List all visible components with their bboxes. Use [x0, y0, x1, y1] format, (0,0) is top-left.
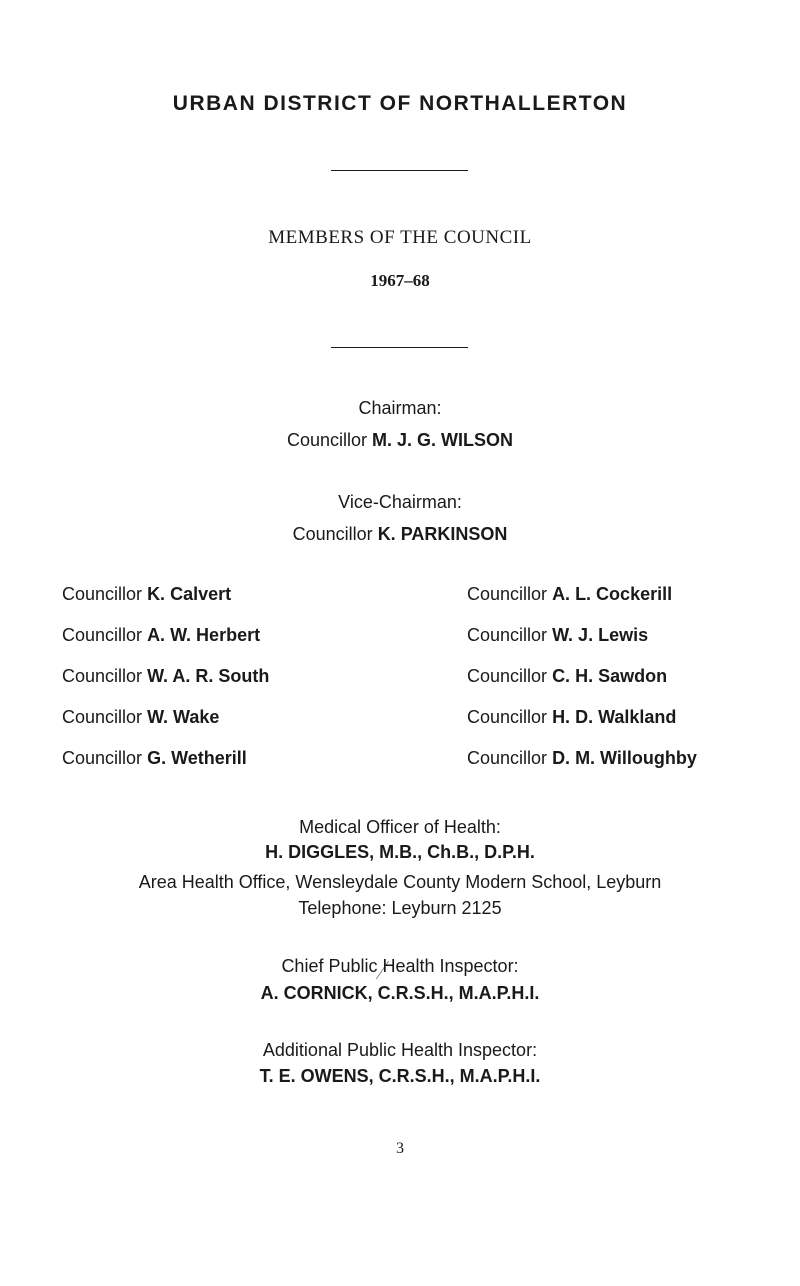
council-years: 1967–68 — [370, 271, 430, 290]
chairman-name-text: M. J. G. WILSON — [372, 430, 514, 450]
list-item: Councillor A. W. Herbert — [62, 625, 261, 645]
document-title: URBAN DISTRICT OF NORTHALLERTON — [172, 92, 628, 115]
list-item: Councillor G. Wetherill — [62, 748, 247, 768]
list-item: Councillor W. Wake — [62, 707, 220, 727]
medical-officer-role: Medical Officer of Health: — [299, 817, 501, 837]
divider-top — [331, 170, 468, 171]
list-item: Councillor K. Calvert — [62, 584, 232, 604]
councillors-right-column — [467, 582, 697, 787]
list-item: Councillor A. L. Cockerill — [467, 584, 673, 604]
medical-officer-name: H. DIGGLES, M.B., Ch.B., D.P.H. — [265, 842, 535, 862]
section-heading: MEMBERS OF THE COUNCIL — [268, 227, 532, 248]
list-item: Councillor W. J. Lewis — [467, 625, 649, 645]
list-item: Councillor H. D. Walkland — [467, 707, 677, 727]
councillors-left-column — [62, 582, 269, 787]
chairman-name — [0, 430, 800, 451]
vice-chairman-role: Vice-Chairman: — [338, 492, 462, 512]
medical-officer-telephone: Telephone: Leyburn 2125 — [298, 898, 502, 918]
medical-officer-address: Area Health Office, Wensleydale County Modern School, Leyburn — [138, 872, 662, 892]
divider-bottom — [331, 347, 468, 348]
vice-chairman-name-text: K. PARKINSON — [377, 524, 508, 544]
chief-inspector-role: Chief Public Health Inspector: — [281, 956, 519, 976]
additional-inspector-name: T. E. OWENS, C.R.S.H., M.A.P.H.I. — [259, 1066, 541, 1086]
list-item: Councillor D. M. Willoughby — [467, 748, 697, 768]
page-number: 3 — [396, 1140, 404, 1157]
list-item: Councillor C. H. Sawdon — [467, 666, 668, 686]
chairman-prefix: Councillor — [286, 430, 367, 450]
list-item: Councillor W. A. R. South — [62, 666, 270, 686]
chief-inspector-name: A. CORNICK, C.R.S.H., M.A.P.H.I. — [260, 983, 540, 1003]
vice-chairman-name — [0, 524, 800, 545]
chairman-role: Chairman: — [358, 398, 442, 418]
vice-chairman-prefix: Councillor — [292, 524, 373, 544]
additional-inspector-role: Additional Public Health Inspector: — [262, 1040, 538, 1060]
